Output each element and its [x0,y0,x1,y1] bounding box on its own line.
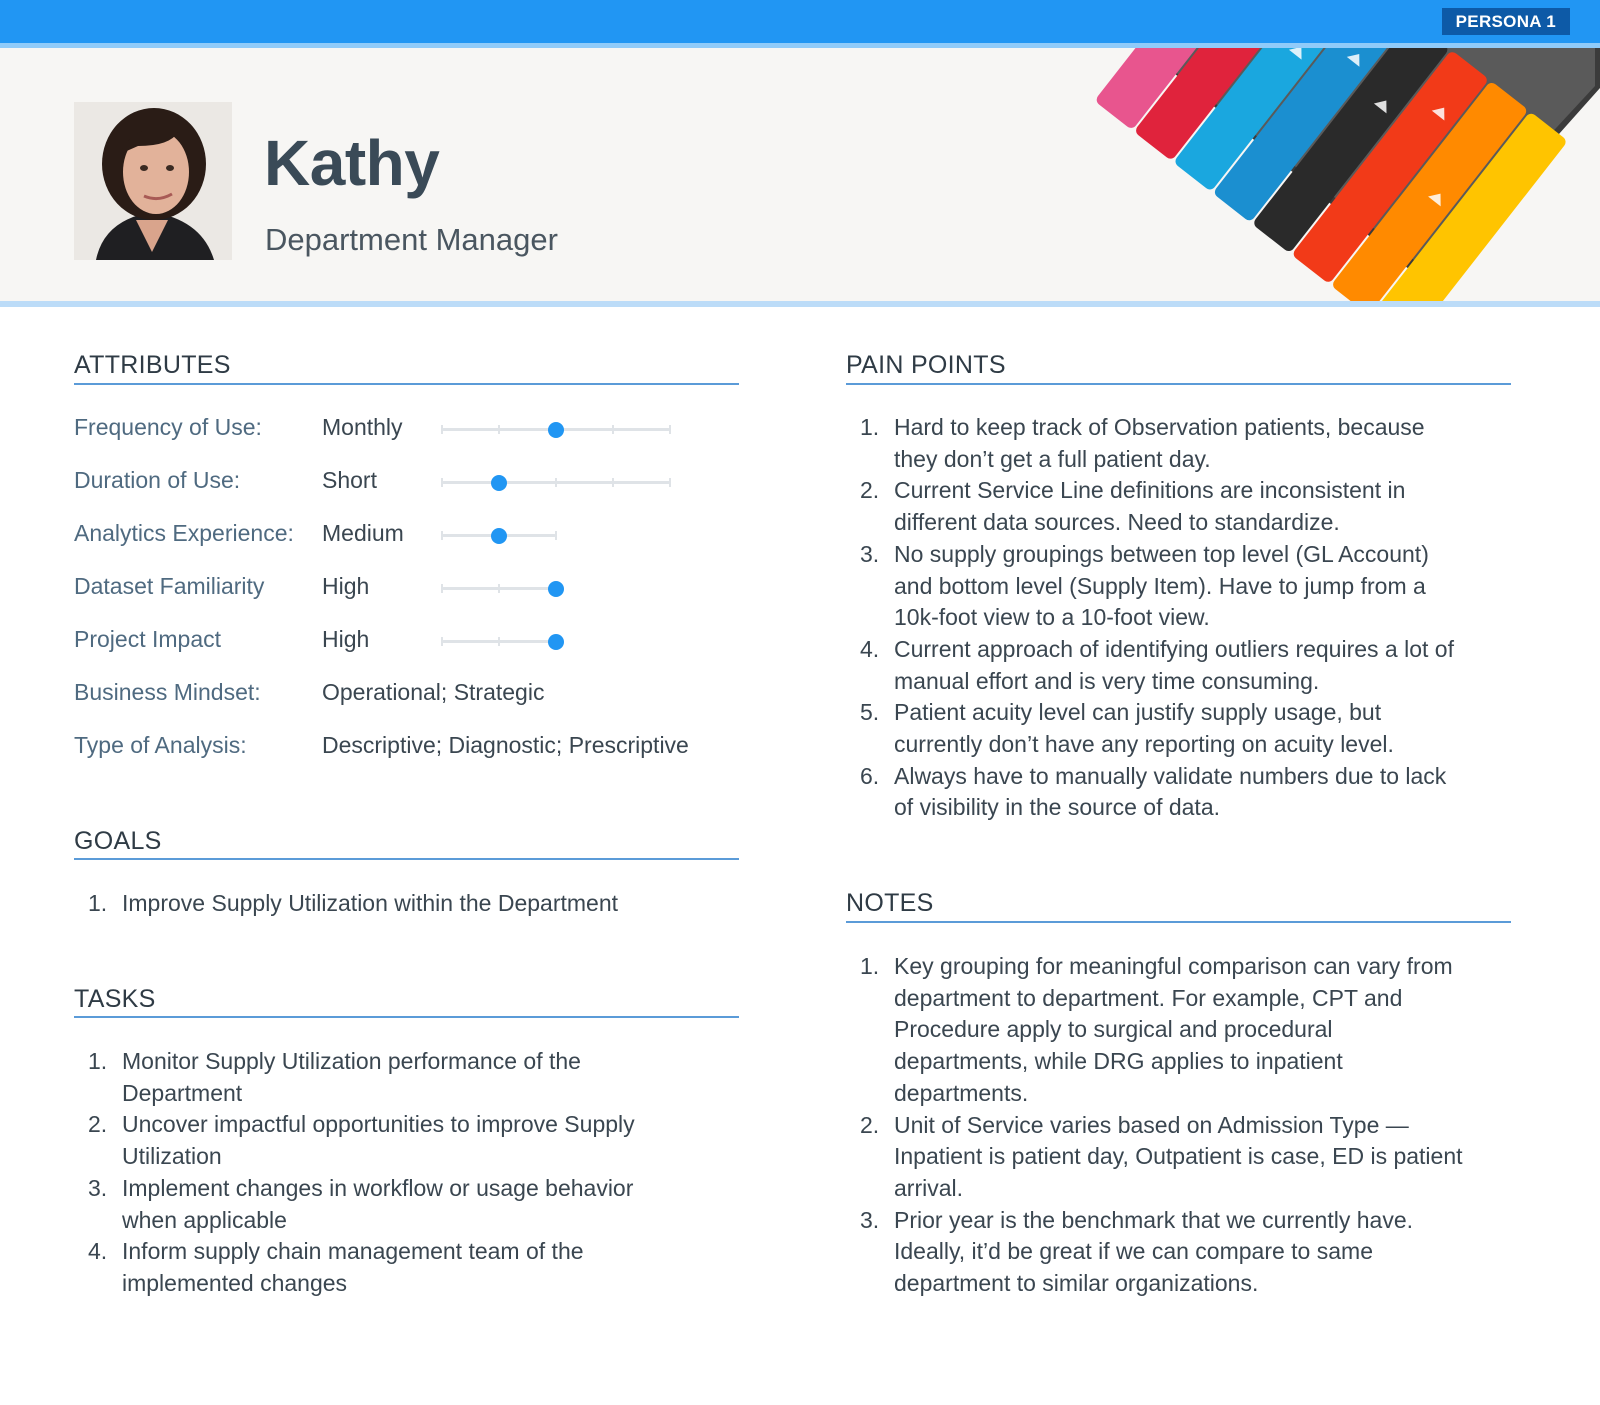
list-number: 3. [860,1206,880,1233]
list-item [74,1173,739,1236]
frequency-slider [442,428,670,431]
list-item [74,888,739,920]
slider-tick [441,584,443,593]
attribute-label: Analytics Experience: [74,520,294,546]
attribute-label: Dataset Familiarity [74,573,265,599]
persona-name: Kathy [264,127,440,199]
slider-tick [441,637,443,646]
list-item [846,951,1536,1110]
attribute-label: Frequency of Use: [74,414,262,440]
slider-tick [612,478,614,487]
attribute-row [74,414,734,444]
list-item-text: No supply groupings between top level (GL Account) [894,540,1429,567]
list-number: 1. [860,414,880,440]
list-item-text: Implement changes in workflow or usage behavior [122,1174,634,1201]
list-item [846,697,1536,760]
analytics-experience-slider [442,534,556,537]
list-item [846,761,1536,824]
list-number: 4. [88,1238,108,1265]
list-item-text: when applicable [122,1206,287,1233]
slider-tick [555,531,557,540]
list-item-text: Inpatient is patient day, Outpatient is case, ED is patient [894,1143,1463,1170]
attribute-value: High [322,626,370,652]
list-item-text: Current approach of identifying outliers requires a lot of [894,635,1454,662]
avatar [74,102,232,260]
list-item-text: Key grouping for meaningful comparison can vary from [894,953,1453,979]
list-item-text: they don’t get a full patient day. [894,445,1211,472]
slider-knob [548,581,564,597]
attribute-row [74,679,734,709]
list-number: 6. [860,762,880,789]
attribute-value: Descriptive; Diagnostic; Prescriptive [322,732,689,758]
list-item [846,1110,1536,1205]
notes-list [846,951,1536,1300]
list-item [846,634,1536,697]
list-item-text: Hard to keep track of Observation patients, because [894,414,1425,440]
attributes-title: ATTRIBUTES [74,351,231,379]
list-item-text: Monitor Supply Utilization performance of the [122,1048,581,1074]
list-item-text: Ideally, it’d be great if we can compare to same [894,1238,1373,1265]
list-item-text: Procedure apply to surgical and procedural [894,1016,1333,1043]
list-item [74,1046,739,1109]
tasks-title: TASKS [74,985,156,1013]
notes-title: NOTES [846,889,934,917]
slider-tick [669,478,671,487]
list-item-text: 10k-foot view to a 10-foot view. [894,604,1210,631]
slider-knob [491,475,507,491]
list-item-text: of visibility in the source of data. [894,794,1220,821]
goals-title: GOALS [74,827,162,855]
list-item-text: Utilization [122,1143,222,1170]
list-item-text: Unit of Service varies based on Admission Type — [894,1111,1409,1138]
attribute-label: Project Impact [74,626,221,652]
list-number: 2. [860,477,880,504]
slider-tick [498,637,500,646]
list-item-text: Uncover impactful opportunities to improve Supply [122,1111,635,1138]
list-item [846,475,1536,538]
list-number: 5. [860,699,880,726]
list-item-text: currently don’t have any reporting on acuity level. [894,731,1394,758]
tasks-rule [74,1016,739,1018]
persona-role: Department Manager [265,222,558,257]
list-number: 1. [860,953,880,979]
list-item [74,1109,739,1172]
attribute-label: Type of Analysis: [74,732,247,758]
list-item-text: arrival. [894,1174,964,1201]
list-number: 3. [88,1174,108,1201]
list-item-text: Always have to manually validate numbers due to lack [894,762,1447,789]
list-item-text: Department [122,1079,243,1106]
attribute-row [74,732,734,762]
dataset-familiarity-slider [442,587,556,590]
pain-points-list [846,412,1536,824]
top-bar [0,0,1600,43]
duration-slider [442,481,670,484]
crayons-image [1080,48,1600,301]
pain-points-title: PAIN POINTS [846,351,1006,379]
profile-header-divider [0,301,1600,307]
goals-list [74,888,739,920]
slider-tick [441,425,443,434]
list-item-text: Prior year is the benchmark that we currently have. [894,1206,1414,1233]
slider-knob [548,634,564,650]
list-item-text: different data sources. Need to standardize. [894,509,1340,536]
attribute-value: Medium [322,520,404,546]
list-item-text: and bottom level (Supply Item). Have to jump from a [894,572,1426,599]
list-item-text: department to similar organizations. [894,1270,1259,1297]
tasks-list [74,1046,739,1300]
list-number: 3. [860,540,880,567]
slider-tick [441,478,443,487]
slider-tick [498,425,500,434]
list-item-text: departments, while DRG applies to inpatient [894,1048,1343,1075]
slider-tick [669,425,671,434]
attributes-rule [74,383,739,385]
slider-knob [548,422,564,438]
list-item [846,1205,1536,1300]
persona-badge: PERSONA 1 [1442,8,1570,35]
list-item [846,539,1536,634]
list-item-text: manual effort and is very time consuming. [894,667,1320,694]
attribute-label: Business Mindset: [74,679,261,705]
attribute-row [74,520,734,550]
list-item-text: department to department. For example, CPT and [894,984,1403,1011]
slider-tick [498,584,500,593]
list-item [74,1236,739,1299]
attribute-row [74,467,734,497]
list-number: 2. [860,1111,880,1138]
pain-points-rule [846,383,1511,385]
attribute-row [74,626,734,656]
notes-rule [846,921,1511,923]
slider-knob [491,528,507,544]
list-item-text: Current Service Line definitions are inconsistent in [894,477,1406,504]
list-item-text: departments. [894,1079,1029,1106]
goals-rule [74,858,739,860]
attribute-value: Monthly [322,414,403,440]
attribute-row [74,573,734,603]
list-number: 1. [88,890,108,916]
attribute-label: Duration of Use: [74,467,241,493]
slider-tick [555,478,557,487]
list-number: 1. [88,1048,108,1074]
attribute-value: Operational; Strategic [322,679,545,705]
list-item [846,412,1536,475]
list-item-text: Improve Supply Utilization within the Department [122,890,619,916]
project-impact-slider [442,640,556,643]
attribute-value: High [322,573,370,599]
list-number: 2. [88,1111,108,1138]
list-item-text: implemented changes [122,1269,348,1296]
avatar-portrait-icon [74,102,232,260]
list-item-text: Inform supply chain management team of the [122,1238,584,1265]
list-number: 4. [860,635,880,662]
list-item-text: Patient acuity level can justify supply usage, but [894,699,1382,726]
attribute-value: Short [322,467,377,493]
slider-tick [441,531,443,540]
slider-tick [612,425,614,434]
